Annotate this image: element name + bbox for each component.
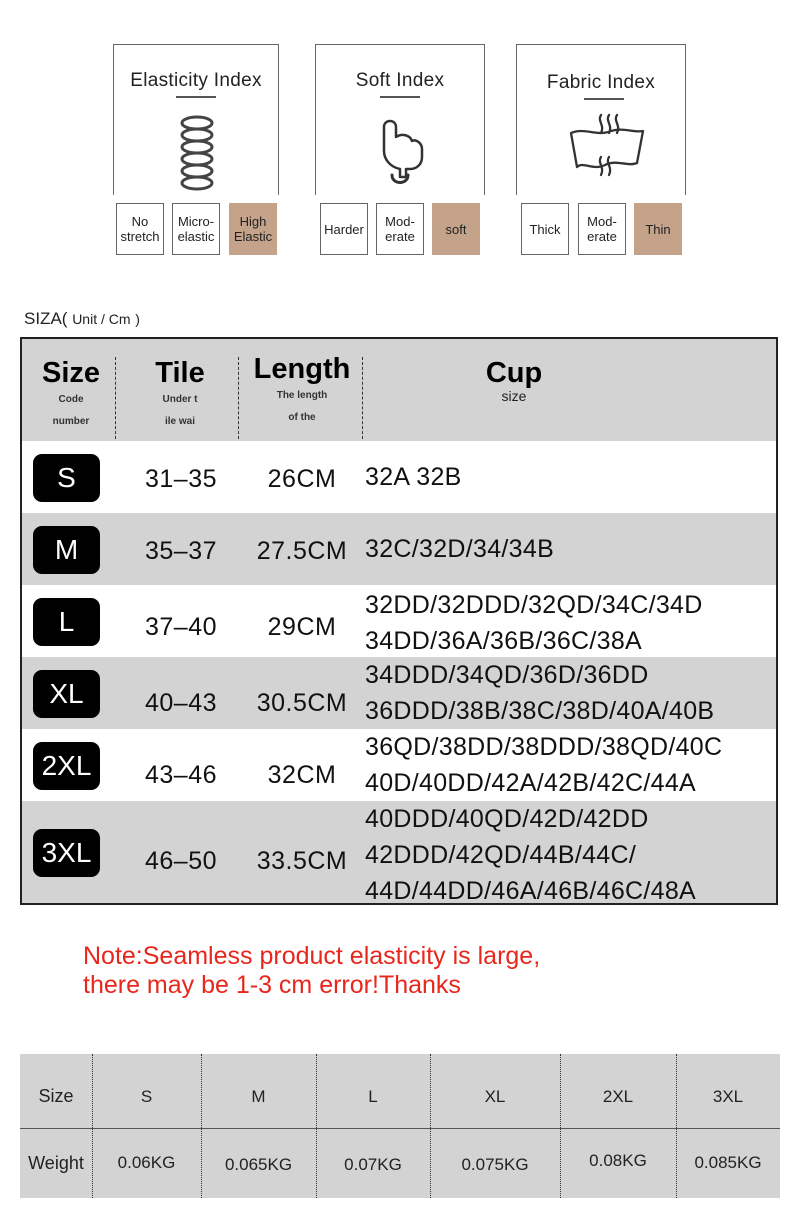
elasticity-note [83, 942, 540, 1000]
header-size-title: Size [41, 357, 101, 389]
option-thin: Thin [634, 203, 682, 255]
size-badge: XL [33, 670, 100, 718]
size-badge: 2XL [33, 742, 100, 790]
size-chart-table [20, 337, 778, 905]
column-divider [316, 1054, 317, 1198]
elasticity-index-card [113, 44, 279, 195]
size-badge: M [33, 526, 100, 574]
cup-line: 32A 32B [365, 463, 462, 491]
column-divider [560, 1054, 561, 1198]
cup-values [365, 729, 722, 801]
weight-value-cell: 0.08KG [589, 1151, 647, 1170]
cup-line: 36QD/38DD/38DDD/38QD/40C [365, 733, 723, 761]
header-cup [462, 357, 566, 403]
column-divider [238, 357, 239, 439]
cup-values [365, 459, 462, 495]
tile-value: 35–37 [144, 537, 218, 565]
table-row-l [22, 585, 776, 657]
size-heading [24, 309, 140, 329]
cup-line: 32C/32D/34/34B [365, 535, 555, 563]
header-size-sub1: Code [58, 394, 84, 405]
header-tile-title: Tile [155, 357, 205, 389]
option-harder: Harder [320, 203, 368, 255]
length-value: 32CM [267, 761, 337, 789]
tile-value: 37–40 [144, 613, 218, 641]
table-row-xl [22, 657, 776, 729]
weight-value-cell: 0.065KG [224, 1155, 293, 1174]
tile-value: 43–46 [144, 761, 218, 789]
divider [176, 96, 216, 98]
card-title: Fabric Index [546, 72, 656, 93]
cup-line: 34DD/36A/36B/36C/38A [365, 627, 643, 655]
header-size [30, 357, 112, 433]
option-no-stretch: No stretch [116, 203, 164, 255]
option-micro-elastic: Micro- elastic [172, 203, 220, 255]
table-row-2xl [22, 729, 776, 801]
header-length-sub1: The length [276, 390, 328, 401]
weight-size-cell: 2XL [602, 1087, 634, 1106]
column-divider [362, 357, 363, 439]
size-heading-close: ) [135, 311, 140, 327]
length-value: 29CM [267, 613, 337, 641]
fabric-index-card [516, 44, 686, 195]
tile-value: 31–35 [144, 465, 218, 493]
note-line: Note:Seamless product elasticity is large, [83, 942, 541, 970]
cup-line: 34DDD/34QD/36D/36DD [365, 661, 649, 689]
weight-value-cell: 0.07KG [344, 1155, 402, 1174]
card-title: Soft Index [355, 70, 445, 91]
soft-index-card [315, 44, 485, 195]
header-tile [130, 357, 230, 433]
weight-size-cell: M [251, 1087, 266, 1106]
length-value: 30.5CM [256, 689, 348, 717]
fabric-icon [567, 111, 647, 181]
column-divider [115, 357, 116, 439]
tile-value: 40–43 [144, 689, 218, 717]
option-moderate: Mod- erate [578, 203, 626, 255]
cup-line: 40D/40DD/42A/42B/42C/44A [365, 769, 697, 797]
option-high-elastic: High Elastic [229, 203, 277, 255]
cup-values [365, 801, 696, 905]
cup-line: 42DDD/42QD/44B/44C/ [365, 841, 637, 869]
cup-values [365, 657, 714, 729]
column-divider [430, 1054, 431, 1198]
cup-values [365, 531, 554, 567]
size-badge: L [33, 598, 100, 646]
length-value: 27.5CM [256, 537, 348, 565]
header-length [244, 353, 360, 429]
weight-size-cell: L [368, 1087, 378, 1106]
tile-value: 46–50 [144, 847, 218, 875]
finger-press-icon [376, 113, 436, 193]
header-length-title: Length [253, 353, 351, 385]
table-row-s [22, 441, 776, 513]
note-line: there may be 1-3 cm error!Thanks [83, 971, 461, 999]
length-value: 33.5CM [256, 847, 348, 875]
length-value: 26CM [267, 465, 337, 493]
weight-value-cell: 0.075KG [461, 1155, 529, 1174]
divider [584, 98, 624, 100]
table-row-3xl [22, 801, 776, 905]
weight-value-cell: 0.085KG [694, 1153, 762, 1172]
weight-header-label: Size [38, 1086, 74, 1106]
weight-table [20, 1054, 780, 1198]
weight-size-cell: S [140, 1087, 153, 1106]
spring-icon [176, 111, 218, 193]
size-heading-label: SIZA( [24, 309, 68, 328]
column-divider [676, 1054, 677, 1198]
column-divider [92, 1054, 93, 1198]
row-divider [20, 1128, 780, 1129]
size-badge: 3XL [33, 829, 100, 877]
cup-line: 40DDD/40QD/42D/42DD [365, 805, 649, 833]
weight-value-cell: 0.06KG [117, 1153, 176, 1172]
header-length-sub2: of the [288, 412, 316, 423]
size-heading-unit: Unit / Cm [72, 311, 131, 327]
option-moderate: Mod- erate [376, 203, 424, 255]
cup-line: 36DDD/38B/38C/38D/40A/40B [365, 697, 715, 725]
option-thick: Thick [521, 203, 569, 255]
table-row-m [22, 513, 776, 585]
header-tile-sub1: Under t [162, 394, 198, 405]
option-soft: soft [432, 203, 480, 255]
size-badge: S [33, 454, 100, 502]
cup-values [365, 587, 703, 659]
header-cup-title: Cup [485, 357, 543, 389]
header-tile-sub2: ile wai [164, 416, 195, 427]
divider [380, 96, 420, 98]
cup-line: 44D/44DD/46A/46B/46C/48A [365, 877, 697, 905]
table-header [22, 339, 776, 441]
header-size-sub2: number [52, 416, 90, 427]
card-title: Elasticity Index [130, 70, 262, 91]
weight-row-label: Weight [28, 1153, 84, 1173]
column-divider [201, 1054, 202, 1198]
weight-size-cell: XL [484, 1087, 506, 1106]
weight-size-cell: 3XL [712, 1087, 744, 1106]
cup-line: 32DD/32DDD/32QD/34C/34D [365, 591, 703, 619]
header-cup-sub1: size [501, 388, 527, 404]
